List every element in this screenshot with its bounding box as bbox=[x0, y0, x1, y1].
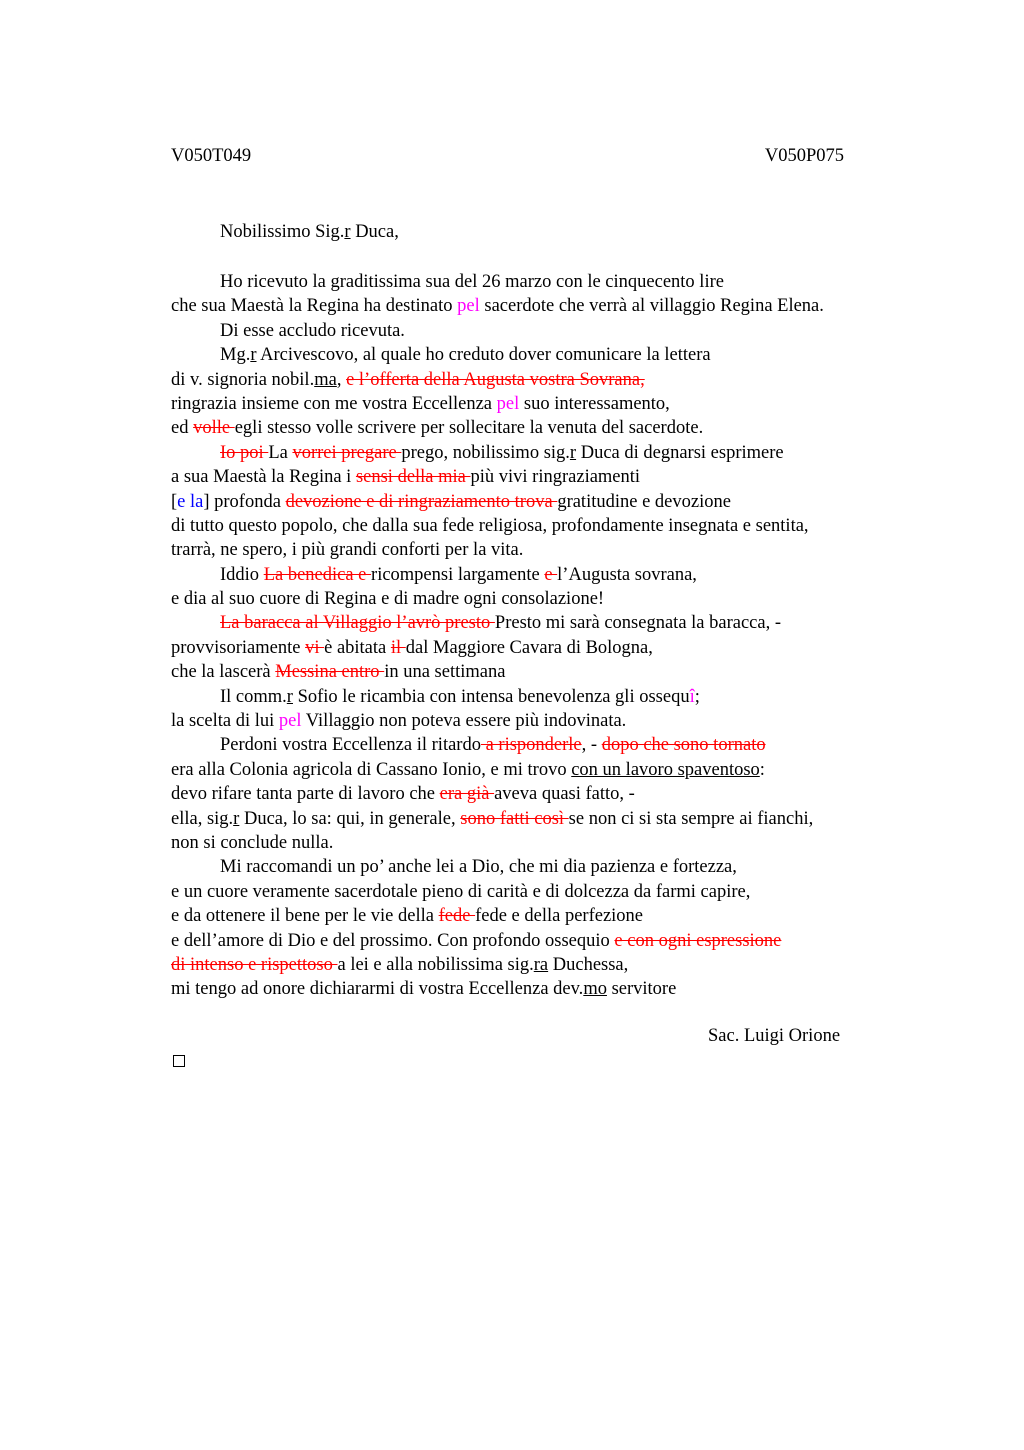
inserted-text: pel bbox=[496, 393, 520, 414]
text-run: di v. signoria nobil. bbox=[171, 369, 315, 390]
text-run: ringrazia insieme con me vostra Eccellenza bbox=[171, 393, 497, 414]
text-run: era alla Colonia agricola di Cassano Ionio, e mi trovo bbox=[171, 759, 572, 780]
deleted-text: volle bbox=[193, 418, 235, 439]
letter-line bbox=[171, 368, 931, 392]
text-run: Duca, lo sa: qui, in generale, bbox=[239, 808, 461, 829]
letter-line bbox=[171, 294, 931, 318]
underlined-abbreviation: r bbox=[250, 345, 257, 366]
deleted-text: era già bbox=[439, 784, 495, 805]
text-run: se non ci si sta sempre ai fianchi, bbox=[568, 808, 814, 829]
text-run: mi tengo ad onore dichiararmi di vostra Eccellenza dev. bbox=[171, 979, 584, 1000]
letter-line bbox=[171, 782, 931, 806]
letter-line bbox=[171, 611, 931, 635]
text-run: fede e della perfezione bbox=[475, 906, 644, 927]
text-run: trarrà, ne spero, i più grandi conforti per la vita. bbox=[171, 540, 524, 561]
inserted-text: î bbox=[689, 686, 695, 707]
text-run: devo rifare tanta parte di lavoro che bbox=[171, 784, 440, 805]
letter-line bbox=[171, 538, 931, 562]
deleted-text: dopo che sono tornato bbox=[601, 735, 766, 756]
deleted-text: di intenso e rispettoso bbox=[171, 954, 338, 975]
text-run: ; bbox=[694, 686, 700, 707]
underlined-abbreviation: r bbox=[344, 222, 351, 242]
letter-line bbox=[171, 587, 931, 611]
text-run: che la lascerà bbox=[171, 662, 276, 683]
letter-line bbox=[171, 563, 931, 587]
letter-body bbox=[171, 270, 931, 1002]
text-run: suo interessamento, bbox=[519, 393, 670, 414]
deleted-text: e bbox=[544, 564, 558, 585]
text-run: gratitudine e devozione bbox=[557, 491, 731, 512]
underlined-abbreviation: ma bbox=[314, 369, 337, 390]
deleted-text: Messina entro bbox=[275, 662, 385, 683]
underlined-abbreviation: r bbox=[233, 808, 240, 829]
underlined-abbreviation: con un lavoro spaventoso bbox=[571, 759, 760, 780]
letter-line bbox=[171, 977, 931, 1001]
text-run: dal Maggiore Cavara di Bologna, bbox=[405, 637, 653, 658]
letter-line bbox=[171, 807, 931, 831]
deleted-text: a risponderle bbox=[480, 735, 582, 756]
text-run: l’Augusta sovrana, bbox=[557, 564, 697, 585]
text-run: e un cuore veramente sacerdotale pieno di carità e di dolcezza da farmi capire, bbox=[171, 881, 751, 902]
deleted-text: sono fatti così bbox=[460, 808, 569, 829]
text-run: ] profonda bbox=[203, 491, 286, 512]
salutation bbox=[220, 222, 399, 243]
text-run: [ bbox=[171, 491, 178, 512]
text-run: egli stesso volle scrivere per sollecitare la venuta del sacerdote. bbox=[234, 418, 704, 439]
text-run: ella, sig. bbox=[171, 808, 234, 829]
letter-line bbox=[171, 416, 931, 440]
underlined-abbreviation: r bbox=[569, 442, 577, 463]
letter-line bbox=[171, 831, 931, 855]
text-run: Mg. bbox=[220, 345, 251, 366]
inserted-text: pel bbox=[457, 296, 480, 317]
text-run: e da ottenere il bene per le vie della bbox=[171, 906, 439, 927]
text-run: Nobilissimo Sig. bbox=[220, 222, 345, 242]
document-header bbox=[171, 146, 844, 170]
text-run: è abitata bbox=[324, 637, 391, 658]
text-run: Presto mi sarà consegnata la baracca, - bbox=[494, 613, 782, 634]
deleted-text: il bbox=[390, 637, 406, 658]
text-run: provvisoriamente bbox=[171, 637, 306, 658]
signature: Sac. Luigi Orione bbox=[708, 1026, 841, 1046]
letter-line bbox=[171, 929, 931, 953]
text-run: aveva quasi fatto, - bbox=[494, 784, 635, 805]
text-run: prego, nobilissimo sig. bbox=[401, 442, 570, 463]
text-run: , - bbox=[581, 735, 602, 756]
editorial-insertion: e la bbox=[177, 491, 204, 512]
letter-line bbox=[171, 660, 931, 684]
text-run: di tutto questo popolo, che dalla sua fede religiosa, profondamente insegnata e sentita, bbox=[171, 515, 809, 536]
text-run: Sofio le ricambia con intensa benevolenza gli ossequ bbox=[292, 686, 690, 707]
letter-line bbox=[171, 953, 931, 977]
text-run: , bbox=[336, 369, 347, 390]
underlined-abbreviation: r bbox=[286, 686, 293, 707]
deleted-text: vorrei pregare bbox=[292, 442, 402, 463]
letter-line bbox=[171, 880, 931, 904]
deleted-text: e l’offerta della Augusta vostra Sovrana, bbox=[346, 369, 645, 390]
text-run: a lei e alla nobilissima sig. bbox=[337, 954, 534, 975]
end-marker-box bbox=[173, 1055, 185, 1067]
deleted-text: e con ogni espressione bbox=[614, 930, 782, 951]
text-run: Arcivescovo, al quale ho creduto dover comunicare la lettera bbox=[256, 345, 711, 366]
letter-line bbox=[171, 319, 931, 343]
text-run: Duca, bbox=[350, 222, 399, 242]
text-run: Perdoni vostra Eccellenza il ritardo bbox=[220, 735, 481, 756]
text-run: Iddio bbox=[220, 564, 264, 585]
deleted-text: Io poi bbox=[220, 442, 269, 463]
letter-line bbox=[171, 709, 931, 733]
letter-line bbox=[171, 343, 931, 367]
deleted-text: La benedica e bbox=[263, 564, 372, 585]
text-run: : bbox=[759, 759, 765, 780]
letter-line bbox=[171, 441, 931, 465]
text-run: che sua Maestà la Regina ha destinato bbox=[171, 296, 458, 317]
letter-line bbox=[171, 465, 931, 489]
deleted-text: devozione e di ringraziamento trova bbox=[285, 491, 558, 512]
letter-line bbox=[171, 636, 931, 660]
text-run: Villaggio non poteva essere più indovinata. bbox=[301, 711, 627, 732]
inserted-text: pel bbox=[278, 711, 302, 732]
text-run: Il comm. bbox=[220, 686, 287, 707]
letter-line bbox=[171, 855, 931, 879]
text-run: Di esse accludo ricevuta. bbox=[220, 320, 405, 341]
letter-line bbox=[171, 904, 931, 928]
text-run: Ho ricevuto la graditissima sua del 26 marzo con le cinquecento lire bbox=[220, 272, 724, 292]
document-code-left: V050T049 bbox=[171, 146, 252, 166]
deleted-text: fede bbox=[438, 906, 476, 927]
text-run: ricompensi largamente bbox=[371, 564, 545, 585]
deleted-text: La baracca al Villaggio l’avrò presto bbox=[220, 613, 495, 634]
text-run: e dell’amore di Dio e del prossimo. Con profondo ossequio bbox=[171, 930, 615, 951]
deleted-text: sensi della mia bbox=[355, 467, 471, 488]
letter-line bbox=[171, 758, 931, 782]
letter-line bbox=[171, 685, 931, 709]
letter-line bbox=[171, 490, 931, 514]
underlined-abbreviation: mo bbox=[583, 979, 607, 1000]
deleted-text: vi bbox=[305, 637, 325, 658]
text-run: ed bbox=[171, 418, 194, 439]
text-run: Duca di degnarsi esprimere bbox=[576, 442, 784, 463]
letter-line bbox=[171, 733, 931, 757]
text-run: e dia al suo cuore di Regina e di madre ogni consolazione! bbox=[171, 589, 605, 610]
letter-line bbox=[171, 270, 931, 294]
underlined-abbreviation: ra bbox=[533, 954, 549, 975]
text-run: a sua Maestà la Regina i bbox=[171, 467, 356, 488]
letter-line bbox=[171, 514, 931, 538]
document-code-right: V050P075 bbox=[764, 146, 844, 166]
text-run: più vivi ringraziamenti bbox=[470, 467, 641, 488]
letter-line bbox=[171, 392, 931, 416]
text-run: La bbox=[268, 442, 293, 463]
text-run: Mi raccomandi un po’ anche lei a Dio, che mi dia pazienza e fortezza, bbox=[220, 857, 737, 878]
text-run: servitore bbox=[606, 979, 677, 1000]
text-run: in una settimana bbox=[384, 662, 506, 683]
text-run: sacerdote che verrà al villaggio Regina Elena. bbox=[479, 296, 824, 317]
text-run: non si conclude nulla. bbox=[171, 832, 334, 853]
text-run: Duchessa, bbox=[548, 954, 629, 975]
text-run: la scelta di lui bbox=[171, 711, 279, 732]
